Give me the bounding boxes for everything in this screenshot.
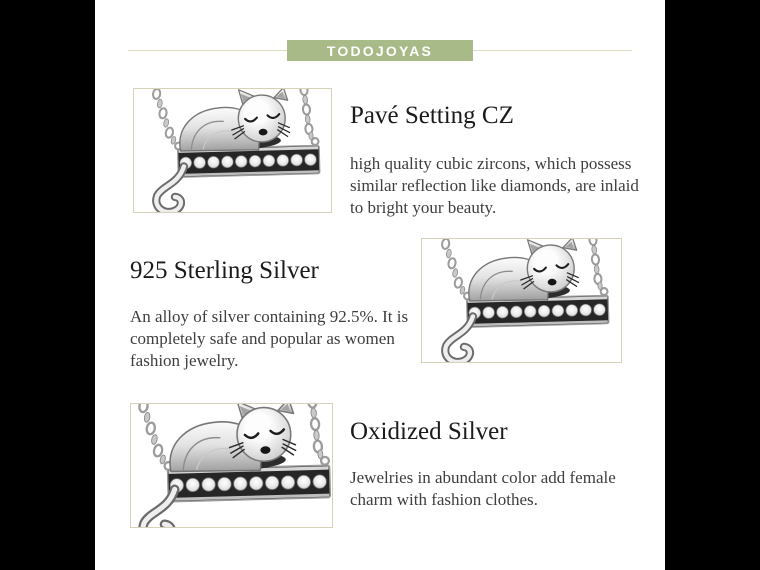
letterbox-left xyxy=(0,0,95,570)
letterbox-right xyxy=(665,0,760,570)
cat-necklace-illustration xyxy=(134,89,331,212)
feature-heading-pave-cz: Pavé Setting CZ xyxy=(350,102,514,129)
cat-necklace-illustration xyxy=(131,404,332,527)
feature-heading-sterling-silver: 925 Sterling Silver xyxy=(130,257,319,284)
feature-body-pave-cz: high quality cubic zircons, which possess similar reflection like diamonds, are inlaid to bright your beauty. xyxy=(350,154,639,217)
cat-necklace-illustration xyxy=(422,239,621,362)
feature-body-oxidized-silver: Jewelries in abundant color add female charm with fashion clothes. xyxy=(350,468,616,509)
feature-body-sterling-silver: An alloy of silver containing 92.5%. It is completely safe and popular as women fashion jewelry. xyxy=(130,307,409,370)
brand-banner xyxy=(287,40,473,61)
cat-necklace-photo-top xyxy=(133,88,332,213)
cat-necklace-photo-bottom xyxy=(130,403,333,528)
cat-necklace-photo-middle xyxy=(421,238,622,363)
feature-heading-oxidized-silver: Oxidized Silver xyxy=(350,418,508,445)
brand-name: TODOJOYAS xyxy=(326,42,434,59)
content-canvas xyxy=(95,0,665,570)
